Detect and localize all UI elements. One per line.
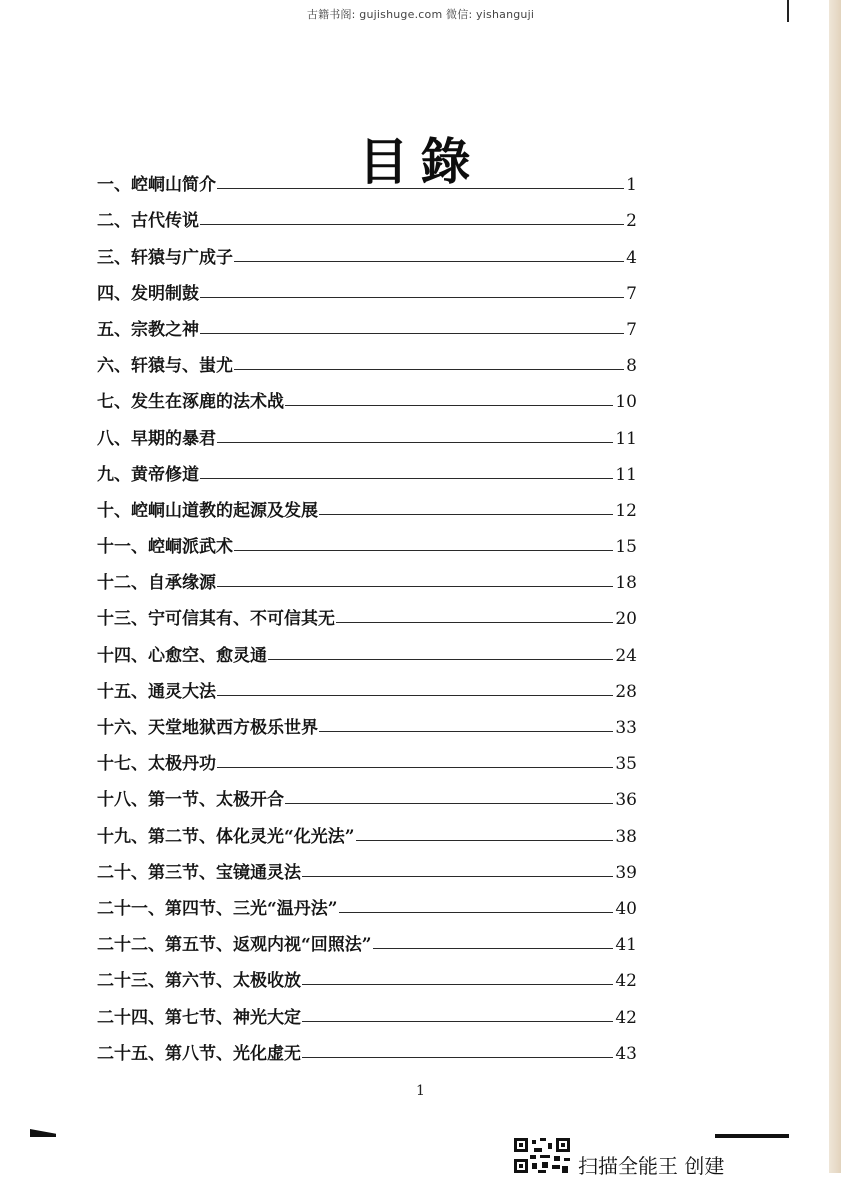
toc-entry-title: 天堂地狱西方极乐世界 — [148, 718, 318, 738]
toc-entry-page: 38 — [615, 826, 637, 847]
toc-entry-page: 42 — [615, 971, 637, 992]
toc-entry-page: 8 — [626, 356, 637, 377]
toc-entry-page: 36 — [615, 790, 637, 811]
source-watermark: 古籍书阁: gujishuge.com 微信: yishanguji — [306, 8, 535, 21]
toc-leader-line — [373, 948, 614, 949]
toc-entry-title: 宗教之神 — [131, 319, 199, 340]
toc-leader-line — [217, 586, 613, 587]
toc-leader-line — [356, 840, 614, 841]
toc-entry — [97, 992, 637, 1028]
toc-leader-line — [234, 369, 624, 370]
toc-entry-title: 古代传说 — [131, 211, 199, 232]
toc-entry — [97, 305, 637, 341]
toc-entry-title: 崆峒派武术 — [148, 537, 233, 558]
toc-entry-title: 发生在涿鹿的法术战 — [131, 392, 284, 413]
toc-entry-number: 六、 — [97, 356, 131, 377]
toc-leader-line — [319, 731, 613, 732]
table-of-contents — [97, 160, 637, 1065]
toc-entry — [97, 739, 637, 775]
toc-leader-line — [302, 876, 613, 877]
toc-entry-title: 第八节、光化虚无 — [165, 1043, 301, 1064]
toc-entry — [97, 775, 637, 811]
toc-entry — [97, 269, 637, 305]
toc-entry-title: 通灵大法 — [148, 681, 216, 702]
toc-entry — [97, 703, 637, 739]
toc-entry-page: 43 — [615, 1043, 637, 1064]
toc-entry — [97, 594, 637, 630]
toc-leader-line — [217, 188, 624, 189]
toc-entry-title: 黄帝修道 — [131, 464, 199, 485]
toc-entry-title: 轩猿与、蚩尤 — [131, 356, 233, 377]
toc-entry-page: 35 — [615, 754, 637, 775]
toc-entry-page: 7 — [626, 283, 637, 304]
toc-entry-number: 二、 — [97, 211, 131, 232]
toc-entry — [97, 558, 637, 594]
toc-leader-line — [200, 297, 624, 298]
toc-entry-title: 第四节、三光“温丹法” — [165, 898, 338, 919]
toc-entry-number: 五、 — [97, 319, 131, 340]
toc-entry-page: 20 — [615, 609, 637, 630]
toc-leader-line — [217, 442, 613, 443]
toc-entry-page: 1 — [626, 175, 637, 196]
toc-entry-number: 十五、 — [97, 681, 148, 702]
toc-entry — [97, 450, 637, 486]
toc-entry — [97, 413, 637, 449]
toc-entry-title: 自承缘源 — [148, 573, 216, 594]
toc-leader-line — [302, 1021, 613, 1022]
toc-entry — [97, 667, 637, 703]
toc-entry-title: 崆峒山道教的起源及发展 — [131, 500, 318, 521]
toc-entry — [97, 630, 637, 666]
toc-entry-page: 11 — [615, 428, 637, 449]
toc-entry-page: 15 — [615, 537, 637, 558]
toc-entry-page: 28 — [615, 681, 637, 702]
toc-entry-title: 发明制鼓 — [131, 283, 199, 304]
toc-leader-line — [339, 912, 614, 913]
toc-entry-title: 第六节、太极收放 — [165, 971, 301, 992]
toc-entry — [97, 341, 637, 377]
toc-entry-number: 十七、 — [97, 754, 148, 775]
toc-entry-page: 10 — [615, 392, 637, 413]
toc-entry-number: 四、 — [97, 283, 131, 304]
toc-entry-page: 33 — [615, 718, 637, 738]
toc-entry-page: 40 — [615, 898, 637, 919]
toc-entry-number: 九、 — [97, 464, 131, 485]
toc-leader-line — [302, 1057, 613, 1058]
toc-entry-number: 十、 — [97, 500, 131, 521]
toc-entry-page: 7 — [626, 319, 637, 340]
toc-entry-title: 第一节、太极开合 — [148, 790, 284, 811]
toc-entry — [97, 486, 637, 522]
toc-entry-page: 39 — [615, 862, 637, 883]
qr-code-icon — [514, 1138, 570, 1173]
toc-entry — [97, 1029, 637, 1065]
toc-leader-line — [217, 767, 613, 768]
toc-entry-number: 三、 — [97, 247, 131, 268]
toc-entry-title: 宁可信其有、不可信其无 — [148, 609, 335, 630]
toc-entry-page: 18 — [615, 573, 637, 594]
toc-entry-title: 早期的暴君 — [131, 428, 216, 449]
toc-leader-line — [234, 261, 624, 262]
toc-entry-number: 七、 — [97, 392, 131, 413]
toc-entry-page: 12 — [615, 500, 637, 521]
toc-leader-line — [268, 659, 613, 660]
scan-artifact-left — [30, 1129, 56, 1137]
toc-leader-line — [302, 984, 613, 985]
page-number: 1 — [416, 1083, 425, 1099]
toc-entry-number: 二十二、 — [97, 935, 165, 956]
toc-entry-number: 十二、 — [97, 573, 148, 594]
toc-entry-title: 第三节、宝镜通灵法 — [148, 862, 301, 883]
toc-entry-number: 十八、 — [97, 790, 148, 811]
toc-leader-line — [200, 224, 624, 225]
toc-entry-number: 十四、 — [97, 645, 148, 666]
toc-entry-page: 2 — [626, 211, 637, 232]
scanner-app-caption: 扫描全能王 创建 — [578, 1154, 725, 1178]
toc-entry-number: 十九、 — [97, 826, 148, 847]
toc-entry-page: 24 — [615, 645, 637, 666]
toc-entry-number: 二十四、 — [97, 1007, 165, 1028]
toc-entry-page: 4 — [626, 247, 637, 268]
toc-entry — [97, 196, 637, 232]
toc-entry — [97, 848, 637, 884]
toc-entry-number: 二十五、 — [97, 1043, 165, 1064]
toc-entry — [97, 232, 637, 268]
toc-leader-line — [217, 695, 613, 696]
toc-entry-number: 十六、 — [97, 718, 148, 738]
toc-entry-page: 42 — [615, 1007, 637, 1028]
toc-entry — [97, 884, 637, 920]
toc-entry-page: 11 — [615, 464, 637, 485]
toc-leader-line — [285, 803, 613, 804]
toc-entry — [97, 522, 637, 558]
toc-entry — [97, 920, 637, 956]
toc-entry-title: 第五节、返观内视“回照法” — [165, 935, 372, 956]
toc-leader-line — [319, 514, 613, 515]
toc-entry-number: 八、 — [97, 428, 131, 449]
toc-entry-number: 十三、 — [97, 609, 148, 630]
scan-artifact-right — [715, 1134, 789, 1138]
toc-entry — [97, 811, 637, 847]
toc-entry-title: 心愈空、愈灵通 — [148, 645, 267, 666]
toc-leader-line — [234, 550, 613, 551]
toc-entry-title: 第七节、神光大定 — [165, 1007, 301, 1028]
toc-leader-line — [200, 478, 613, 479]
toc-entry — [97, 377, 637, 413]
toc-entry — [97, 160, 637, 196]
page-title: 目錄 — [358, 131, 483, 191]
toc-leader-line — [200, 333, 624, 334]
toc-entry-title: 第二节、体化灵光“化光法” — [148, 826, 355, 847]
toc-entry-page: 41 — [615, 935, 637, 956]
toc-entry — [97, 956, 637, 992]
toc-leader-line — [336, 622, 613, 623]
toc-entry-number: 二十、 — [97, 862, 148, 883]
toc-entry-number: 十一、 — [97, 537, 148, 558]
toc-leader-line — [285, 405, 613, 406]
toc-entry-title: 崆峒山简介 — [131, 175, 216, 196]
toc-entry-number: 二十三、 — [97, 971, 165, 992]
toc-entry-title: 太极丹功 — [148, 754, 216, 775]
toc-entry-title: 轩猿与广成子 — [131, 247, 233, 268]
toc-entry-number: 一、 — [97, 175, 131, 196]
toc-entry-number: 二十一、 — [97, 898, 165, 919]
